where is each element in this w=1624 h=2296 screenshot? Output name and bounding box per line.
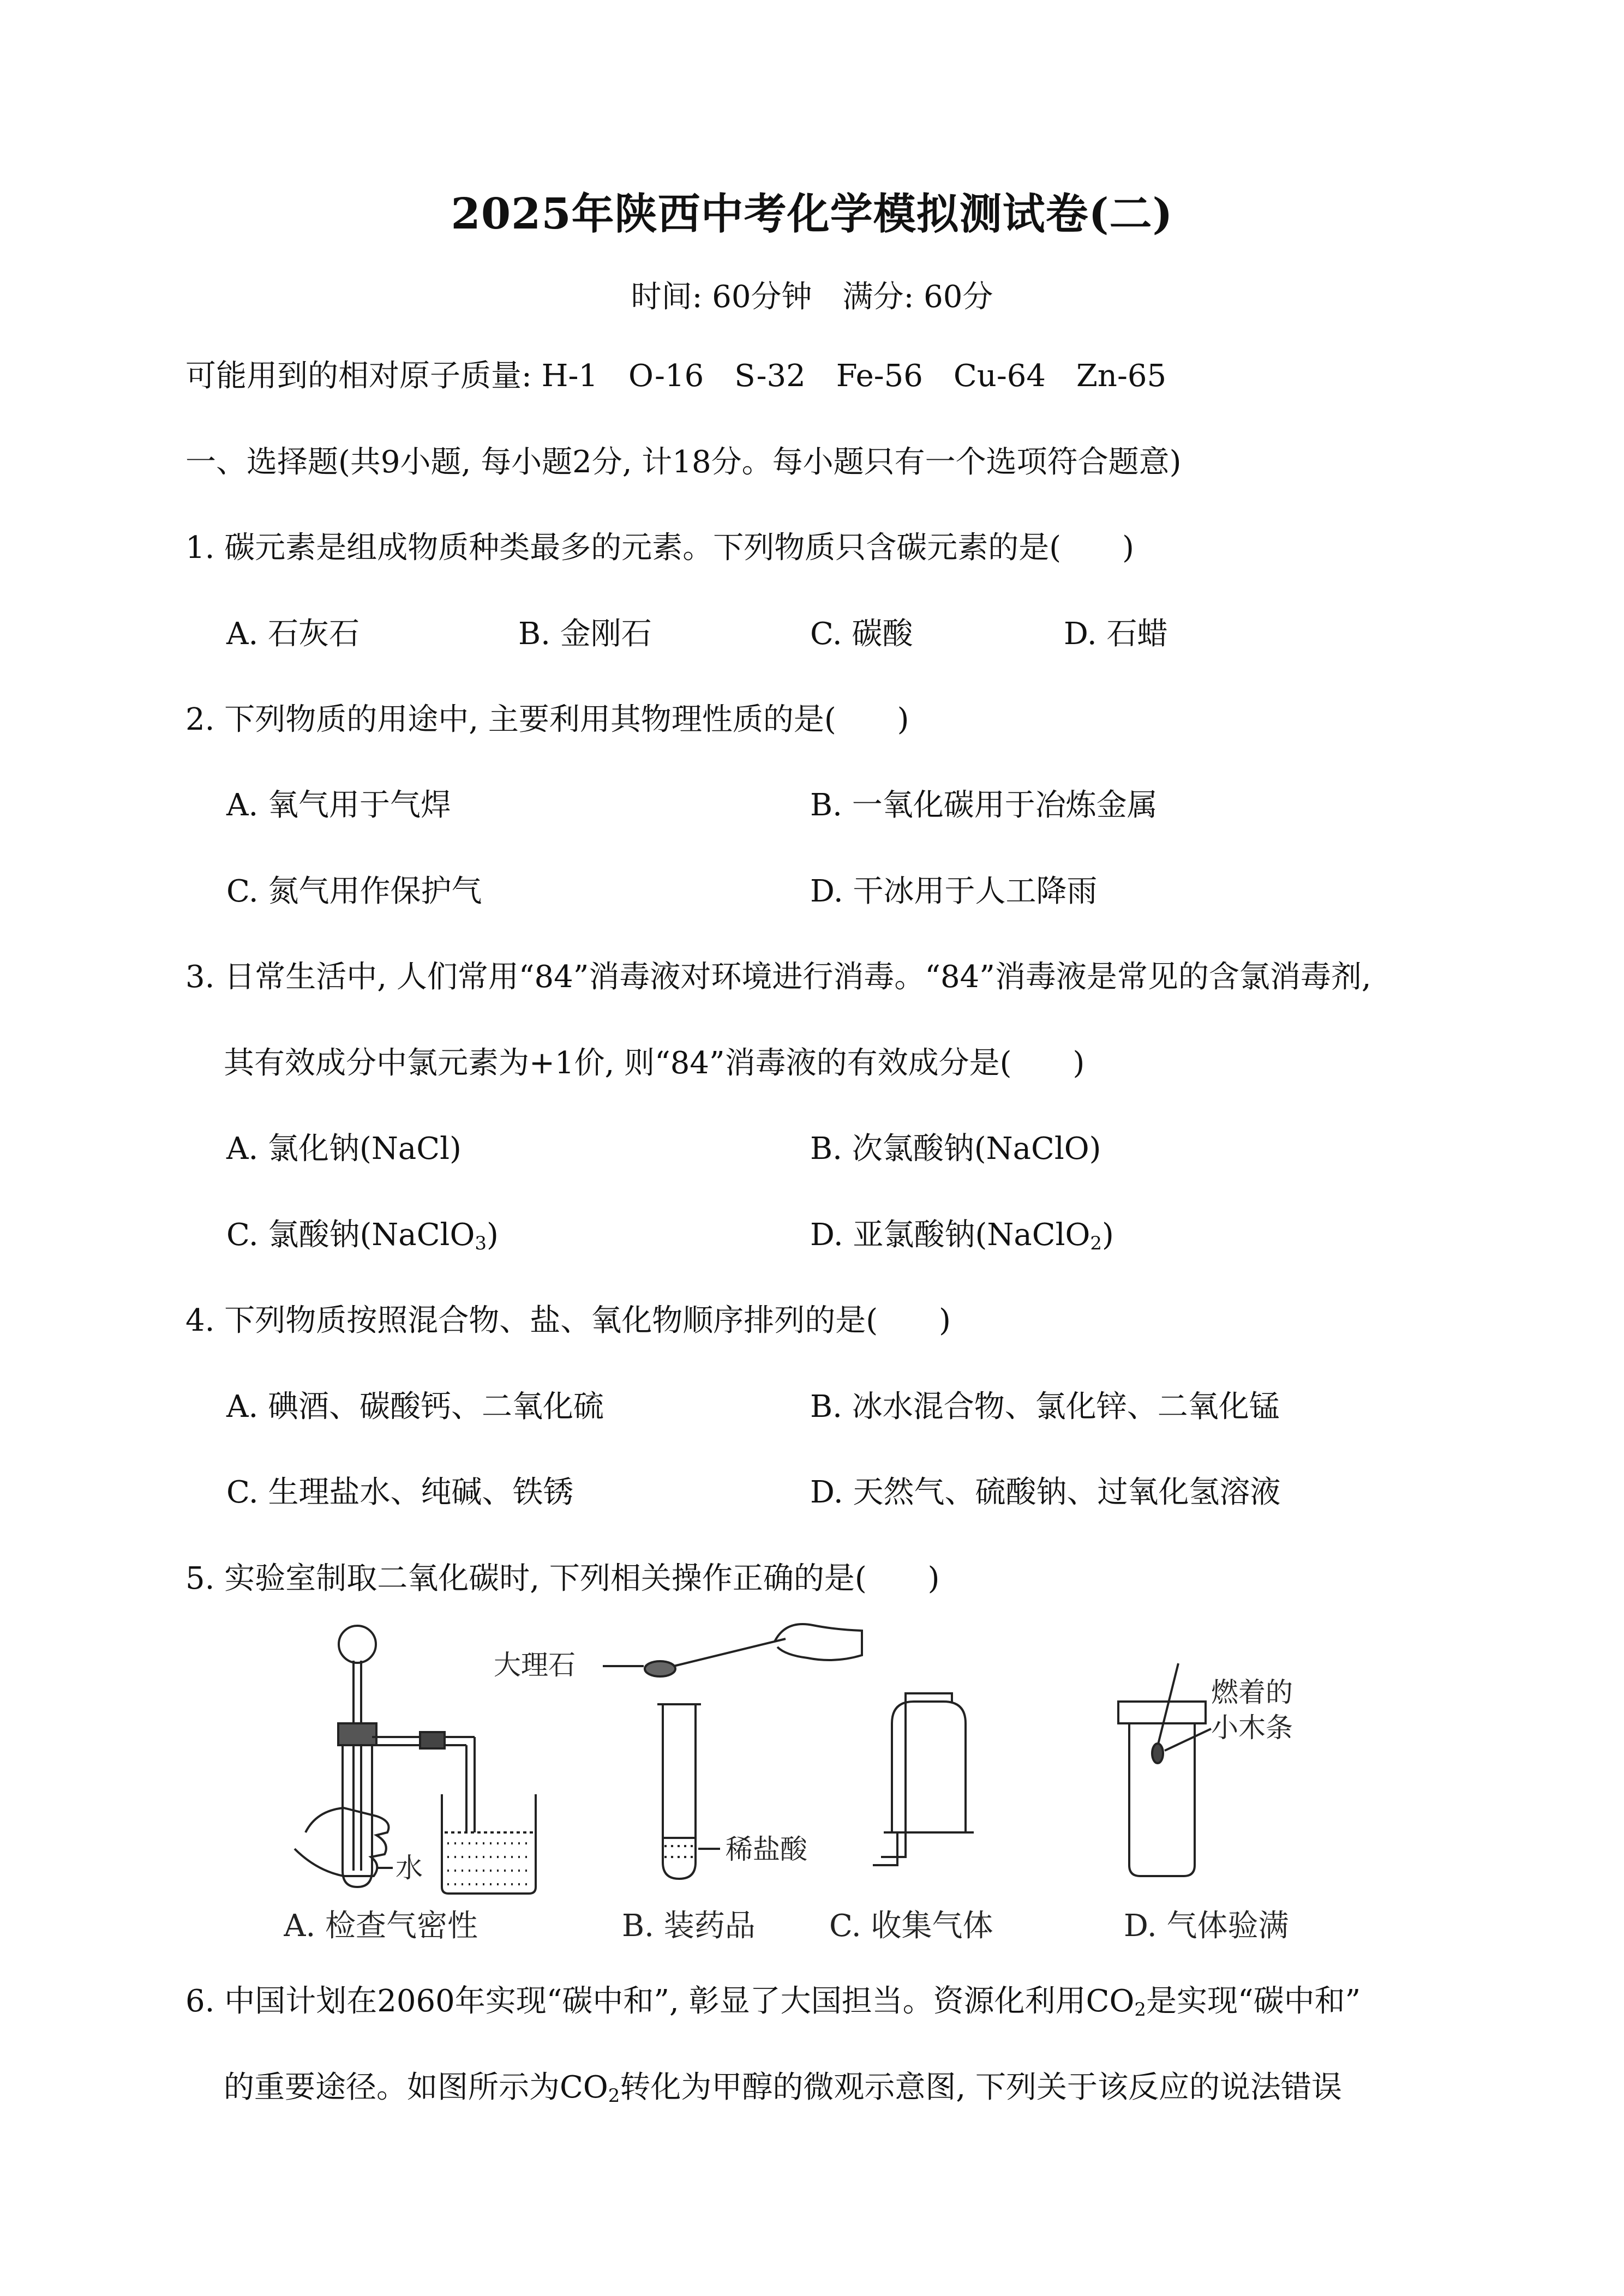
- question-4-stem: 4. 下列物质按照混合物、盐、氧化物顺序排列的是( ): [185, 1303, 951, 1338]
- question-1-option-b: B. 金刚石: [518, 616, 652, 652]
- label-hydrochloric-acid: 稀盐酸: [726, 1834, 807, 1865]
- question-3-option-d: D. 亚氯酸钠(NaClO$_2$): [810, 1217, 1114, 1254]
- question-5-figure: [284, 1614, 1364, 1952]
- question-2-option-d: D. 干冰用于人工降雨: [810, 874, 1098, 909]
- question-3-option-a: A. 氯化钠(NaCl): [226, 1131, 462, 1167]
- question-4-option-b: B. 冰水混合物、氯化锌、二氧化锰: [810, 1389, 1280, 1425]
- section-heading: 一、选择题(共9小题, 每小题2分, 计18分。每小题只有一个选项符合题意): [185, 444, 1182, 480]
- label-burning-stick-1: 燃着的: [1211, 1676, 1293, 1708]
- page-title: 2025年陕西中考化学模拟测试卷(二): [451, 189, 1173, 239]
- question-4-option-d: D. 天然气、硫酸钠、过氧化氢溶液: [810, 1475, 1281, 1510]
- question-2-option-b: B. 一氧化碳用于冶炼金属: [810, 788, 1158, 823]
- question-3-stem-line2: 其有效成分中氯元素为+1价, 则“84”消毒液的有效成分是( ): [224, 1045, 1085, 1081]
- label-burning-stick-2: 小木条: [1211, 1712, 1293, 1744]
- question-5-stem: 5. 实验室制取二氧化碳时, 下列相关操作正确的是( ): [185, 1561, 940, 1596]
- question-4-option-c: C. 生理盐水、纯碱、铁锈: [226, 1475, 574, 1510]
- question-4-option-a: A. 碘酒、碳酸钙、二氧化硫: [226, 1389, 604, 1425]
- question-1-option-a: A. 石灰石: [226, 616, 360, 652]
- question-2-stem: 2. 下列物质的用途中, 主要利用其物理性质的是( ): [185, 702, 909, 737]
- caption-c: C. 收集气体: [829, 1908, 993, 1944]
- label-water: 水: [395, 1852, 423, 1884]
- question-2-option-a: A. 氧气用于气焊: [226, 788, 452, 823]
- question-1-option-c: C. 碳酸: [810, 616, 913, 652]
- question-3-option-c: C. 氯酸钠(NaClO$_3$): [226, 1217, 499, 1254]
- question-6-stem-line2: 的重要途径。如图所示为$CO_2$转化为甲醇的微观示意图, 下列关于该反应的说法错误: [224, 2070, 1343, 2107]
- question-1-option-d: D. 石蜡: [1064, 616, 1168, 652]
- apparatus-d-full-check: [1118, 1663, 1206, 1876]
- apparatus-c-collecting: [873, 1693, 974, 1865]
- atomic-mass-info: 可能用到的相对原子质量: H-1 O-16 S-32 Fe-56 Cu-64 Zn-65: [185, 358, 1167, 394]
- caption-d: D. 气体验满: [1124, 1908, 1289, 1944]
- question-3-stem-line1: 3. 日常生活中, 人们常用“84”消毒液对环境进行消毒。“84”消毒液是常见的含氯消毒剂,: [185, 959, 1371, 995]
- exam-time-info: 时间: 60分钟 满分: 60分: [631, 279, 993, 315]
- question-3-option-b: B. 次氯酸钠(NaClO): [810, 1131, 1101, 1167]
- caption-b: B. 装药品: [622, 1908, 756, 1944]
- question-2-option-c: C. 氮气用作保护气: [226, 874, 482, 909]
- label-marble: 大理石: [494, 1649, 576, 1681]
- question-6-stem-line1: 6. 中国计划在2060年实现“碳中和”, 彰显了大国担当。资源化利用$CO_2$是实现“碳中和”: [185, 1984, 1361, 2021]
- question-1-stem: 1. 碳元素是组成物质种类最多的元素。下列物质只含碳元素的是( ): [185, 530, 1134, 566]
- caption-a: A. 检查气密性: [284, 1908, 478, 1944]
